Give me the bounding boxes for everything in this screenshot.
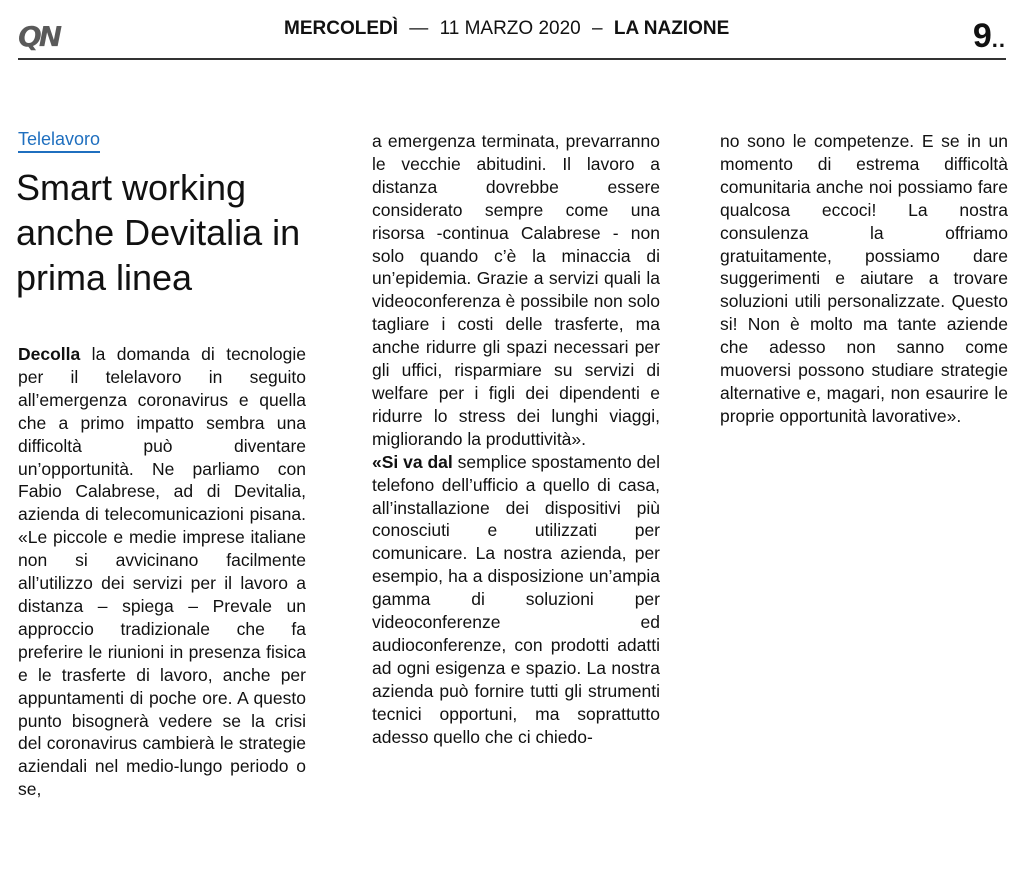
paragraph [372,451,660,749]
page-number-value: 9 [972,17,992,55]
issue-date: 11 MARZO 2020 [439,18,581,39]
lead-word: «Si va dal [372,451,453,472]
header-rule [18,58,1006,60]
body-text: la domanda di tecnologie per il telelavoro in seguito all’emergenza coronavirus e quella che a primo impatto sembra una difficoltà può diventare un’opportunità. Ne parliamo con Fabio Calabrese, ad di Devitalia, azienda di telecomunicazioni pisana. «Le piccole e medie imprese italiane non si avvicinano facilmente all’utilizzo dei servizi per il lavoro a distanza – spiega – Prevale un approccio tradizionale che fa preferire le riunioni in presenza fisica e le trasferte di lavoro, anche per appuntamenti di poche ore. A questo punto bisognerà vedere se la crisi del coronavirus cambierà le strategie aziendali nel medio-lungo periodo o se, [18,344,306,800]
dateline-separator: — [409,18,429,39]
body-text: semplice spostamento del telefono dell’ufficio a quello di casa, all’installazione dei dispositivi più conosciuti e utilizzati per comunicare. La nostra azienda, per esempio, ha a disposizione un’ampia gamma di soluzioni per videoconferenze ed audioconferenze, con prodotti adatti ad ogni esigenza e spazio. La nostra azienda può fornire tutti gli strumenti tecnici opportuni, ma soprattutto adesso quello che ci chiedo- [372,451,660,747]
lead-word: Decolla [18,344,81,364]
article-column-1 [18,343,306,801]
section-label: Telelavoro [18,128,100,153]
page-header [18,14,1006,60]
page-number-dots: .. [991,27,1006,52]
article-column-2 [372,130,660,748]
day-of-week: MERCOLEDÌ [284,18,398,39]
article-headline: Smart working anche Devitalia in prima linea [16,167,301,298]
page-number [973,16,1006,60]
newspaper-name: LA NAZIONE [613,18,730,39]
qn-logo: QN [18,20,60,53]
dateline-separator: – [592,18,603,39]
paragraph: no sono le competenze. E se in un momento di estrema difficoltà comunitaria anche noi possiamo fare qualcosa eccoci! La nostra consulenza la offriamo gratuitamente, possiamo dare suggerimenti e aiutare a trovare soluzioni utili personalizzate. Questo si! Non è molto ma tante aziende che adesso non sanno come muoversi possono studiare strategie alternative e, magari, non esaurire le proprie opportunità lavorative». [720,131,1008,426]
paragraph [18,343,306,801]
article-column-3 [720,130,1008,428]
dateline [284,18,729,40]
paragraph: a emergenza terminata, prevarranno le vecchie abitudini. Il lavoro a distanza dovrebbe essere considerato sempre come una risorsa -continua Calabrese - non solo quando c’è la minaccia di un’epidemia. Grazie a servizi quali la videoconferenza è possibile non solo tagliare i costi delle trasferte, ma anche ridurre gli spazi necessari per gli uffici, risparmiare su servizi di welfare per i figli dei dipendenti e ridurre lo stress dei lunghi viaggi, migliorando la produttività». [372,131,660,449]
